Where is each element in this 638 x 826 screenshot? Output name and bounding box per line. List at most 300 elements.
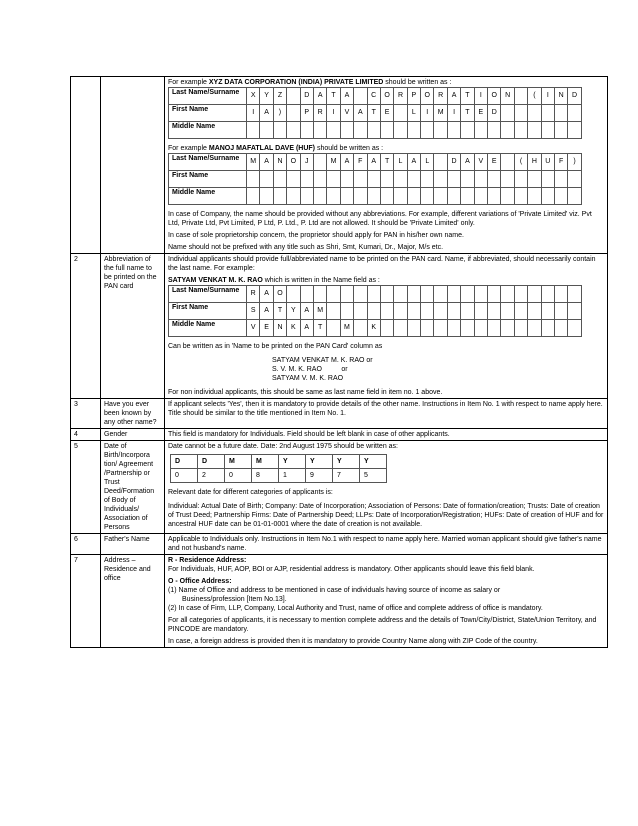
letter-box <box>394 303 407 320</box>
letter-box <box>407 303 420 320</box>
letter-box: V <box>340 105 353 122</box>
letter-box <box>554 188 567 205</box>
letter-box <box>514 88 527 105</box>
letter-box <box>327 122 340 139</box>
letter-box <box>273 171 286 188</box>
letter-box <box>313 122 326 139</box>
letter-box <box>407 320 420 337</box>
date-box: D <box>198 455 225 469</box>
letter-box: A <box>461 154 474 171</box>
item-1-continued-row <box>71 77 608 254</box>
middle-name-label: Middle Name <box>169 320 247 337</box>
item-number: 2 <box>71 254 101 399</box>
item-6-instructions: Applicable to Individuals only. Instructions in Item No.1 with respect to name apply here. Married woman applicant should give father's name and not husband's name. <box>165 534 608 555</box>
letter-box <box>367 286 380 303</box>
letter-box <box>394 105 407 122</box>
letter-box: F <box>554 154 567 171</box>
letter-box <box>380 286 393 303</box>
date-box: 7 <box>333 469 360 483</box>
letter-box <box>354 171 367 188</box>
name-variant: SATYAM V. M. K. RAO <box>272 375 344 382</box>
letter-box <box>434 188 447 205</box>
letter-box <box>568 171 581 188</box>
letter-box <box>367 171 380 188</box>
letter-box <box>447 320 460 337</box>
letter-box <box>461 122 474 139</box>
letter-box <box>501 303 514 320</box>
first-name-label: First Name <box>169 105 247 122</box>
letter-box: T <box>461 88 474 105</box>
letter-box <box>407 188 420 205</box>
letter-box <box>354 122 367 139</box>
complete-address-note: For all categories of applicants, it is necessary to mention complete address and the details of Town/City/District, State/Union Territory, and PINCODE are mandatory. <box>168 617 597 633</box>
letter-box: I <box>421 105 434 122</box>
letter-box <box>514 286 527 303</box>
date-box: 9 <box>306 469 333 483</box>
letter-box <box>313 171 326 188</box>
date-header-row <box>171 455 387 469</box>
last-name-row <box>169 286 582 303</box>
letter-box <box>474 320 487 337</box>
letter-box <box>501 320 514 337</box>
letter-box: T <box>273 303 286 320</box>
middle-name-row <box>169 320 582 337</box>
letter-box <box>380 171 393 188</box>
office-address-note-2: (2) In case of Firm, LLP, Company, Local Authority and Trust, name of office and complete address of office is mandatory. <box>168 605 543 612</box>
letter-box: A <box>340 154 353 171</box>
letter-box: M <box>327 154 340 171</box>
letter-box <box>528 105 541 122</box>
date-box: M <box>225 455 252 469</box>
letter-box <box>568 122 581 139</box>
letter-box <box>461 320 474 337</box>
letter-box <box>501 188 514 205</box>
letter-box: M <box>340 320 353 337</box>
letter-box <box>287 122 300 139</box>
letter-box: A <box>260 303 273 320</box>
letter-box: N <box>554 88 567 105</box>
letter-box <box>541 122 554 139</box>
middle-name-row <box>169 188 582 205</box>
letter-box <box>421 286 434 303</box>
pan-card-name-note: Can be written as in 'Name to be printed on the PAN Card' column as <box>168 343 383 350</box>
item-7-row <box>71 555 608 648</box>
letter-box: E <box>260 320 273 337</box>
foreign-address-note: In case, a foreign address is provided then it is mandatory to provide Country Name along with ZIP Code of the country. <box>168 638 538 645</box>
letter-box <box>340 286 353 303</box>
letter-box <box>528 320 541 337</box>
date-box: Y <box>333 455 360 469</box>
letter-box: U <box>541 154 554 171</box>
letter-box <box>488 303 501 320</box>
name-variant: S. V. M. K. RAO or <box>272 366 348 373</box>
date-example-grid <box>170 454 387 483</box>
letter-box: D <box>447 154 460 171</box>
last-name-label: Last Name/Surname <box>169 154 247 171</box>
last-name-row <box>169 154 582 171</box>
example-1-name-grid <box>168 87 582 139</box>
letter-box <box>568 320 581 337</box>
date-box: Y <box>306 455 333 469</box>
abbreviation-note: Individual applicants should provide full/abbreviated name to be printed on the PAN card. Name, if abbreviated, should necessarily contain the last name. For example: <box>168 256 596 272</box>
letter-box <box>501 171 514 188</box>
letter-box: A <box>300 320 313 337</box>
letter-box <box>327 188 340 205</box>
letter-box <box>554 320 567 337</box>
letter-box <box>528 171 541 188</box>
letter-box: A <box>354 105 367 122</box>
letter-box: A <box>300 303 313 320</box>
first-name-label: First Name <box>169 171 247 188</box>
letter-box: A <box>407 154 420 171</box>
letter-box <box>554 303 567 320</box>
letter-box: D <box>488 105 501 122</box>
middle-name-row <box>169 122 582 139</box>
item-5-instructions <box>165 441 608 534</box>
letter-box <box>541 303 554 320</box>
name-variant: SATYAM VENKAT M. K. RAO or <box>272 357 373 364</box>
letter-box: N <box>273 154 286 171</box>
letter-box <box>474 303 487 320</box>
item-label: Father's Name <box>101 534 165 555</box>
letter-box <box>554 286 567 303</box>
letter-box <box>474 122 487 139</box>
letter-box <box>434 171 447 188</box>
letter-box <box>488 122 501 139</box>
first-name-row <box>169 105 582 122</box>
letter-box <box>474 286 487 303</box>
letter-box <box>434 286 447 303</box>
letter-box <box>514 105 527 122</box>
letter-box: I <box>447 105 460 122</box>
letter-box <box>300 286 313 303</box>
letter-box <box>514 188 527 205</box>
letter-box <box>287 171 300 188</box>
letter-box: ) <box>273 105 286 122</box>
letter-box <box>340 171 353 188</box>
letter-box: I <box>327 105 340 122</box>
office-address-note-1: (1) Name of Office and address to be mentioned in case of individuals having source of income as salary or <box>168 587 501 594</box>
letter-box: I <box>474 88 487 105</box>
letter-box: A <box>367 154 380 171</box>
letter-box: Y <box>260 88 273 105</box>
letter-box <box>300 122 313 139</box>
letter-box: O <box>488 88 501 105</box>
letter-box: I <box>541 88 554 105</box>
letter-box: H <box>528 154 541 171</box>
office-address-heading: O - Office Address: <box>168 578 232 585</box>
company-name-note: In case of Company, the name should be provided without any abbreviations. For example, different variations of 'Private Limited' viz. Pvt Ltd, Private Ltd, Pvt Limited, P Ltd, P. Ltd., P. Ltd are not allowed. It should be 'Private Limited' only. <box>168 211 592 227</box>
item-4-row <box>71 429 608 441</box>
example-1-text: For example XYZ DATA CORPORATION (INDIA) PRIVATE LIMITED should be written as : <box>168 79 452 86</box>
item-number: 6 <box>71 534 101 555</box>
first-name-row <box>169 303 582 320</box>
letter-box <box>380 320 393 337</box>
letter-box <box>300 171 313 188</box>
letter-box <box>541 188 554 205</box>
letter-box <box>407 171 420 188</box>
letter-box <box>514 171 527 188</box>
letter-box: A <box>447 88 460 105</box>
letter-box <box>434 303 447 320</box>
letter-box <box>421 320 434 337</box>
letter-box <box>421 122 434 139</box>
item-label: Address – Residence and office <box>101 555 165 648</box>
letter-box <box>434 122 447 139</box>
letter-box: J <box>300 154 313 171</box>
date-box: 8 <box>252 469 279 483</box>
date-box: 2 <box>198 469 225 483</box>
last-name-row <box>169 88 582 105</box>
letter-box <box>367 188 380 205</box>
item-label: Abbreviation of the full name to be printed on the PAN card <box>101 254 165 399</box>
letter-box <box>488 320 501 337</box>
letter-box <box>488 286 501 303</box>
residence-address-heading: R - Residence Address: <box>168 557 247 564</box>
letter-box <box>394 122 407 139</box>
letter-box: L <box>394 154 407 171</box>
letter-box <box>407 122 420 139</box>
letter-box <box>287 188 300 205</box>
letter-box <box>528 188 541 205</box>
letter-box: R <box>434 88 447 105</box>
letter-box <box>447 303 460 320</box>
date-box: 1 <box>279 469 306 483</box>
letter-box <box>260 122 273 139</box>
letter-box <box>474 188 487 205</box>
letter-box <box>501 105 514 122</box>
letter-box: O <box>380 88 393 105</box>
letter-box <box>488 188 501 205</box>
date-box: 0 <box>225 469 252 483</box>
letter-box: A <box>260 286 273 303</box>
office-address-note-1b: Business/profession [Item No.13]. <box>182 596 287 603</box>
letter-box: R <box>247 286 260 303</box>
letter-box <box>461 188 474 205</box>
example-2-name-grid <box>168 153 582 205</box>
letter-box: T <box>313 320 326 337</box>
future-date-note: Date cannot be a future date. Date: 2nd August 1975 should be written as: <box>168 443 398 450</box>
letter-box <box>327 320 340 337</box>
letter-box <box>327 286 340 303</box>
letter-box <box>340 122 353 139</box>
last-name-label: Last Name/Surname <box>169 286 247 303</box>
letter-box: R <box>313 105 326 122</box>
letter-box <box>340 303 353 320</box>
letter-box <box>247 188 260 205</box>
letter-box <box>461 303 474 320</box>
letter-box: L <box>407 105 420 122</box>
letter-box: N <box>501 88 514 105</box>
item-number: 5 <box>71 441 101 534</box>
middle-name-label: Middle Name <box>169 188 247 205</box>
letter-box <box>568 188 581 205</box>
letter-box <box>287 88 300 105</box>
date-value-row <box>171 469 387 483</box>
date-box: Y <box>279 455 306 469</box>
letter-box: M <box>247 154 260 171</box>
letter-box <box>461 171 474 188</box>
letter-box <box>528 286 541 303</box>
first-name-label: First Name <box>169 303 247 320</box>
item-label-cell <box>101 77 165 254</box>
item-number: 3 <box>71 399 101 429</box>
item-label: Gender <box>101 429 165 441</box>
date-box: M <box>252 455 279 469</box>
letter-box <box>447 122 460 139</box>
letter-box: V <box>474 154 487 171</box>
letter-box: O <box>273 286 286 303</box>
letter-box <box>380 188 393 205</box>
letter-box <box>528 303 541 320</box>
first-name-row <box>169 171 582 188</box>
letter-box <box>514 303 527 320</box>
letter-box: N <box>273 320 286 337</box>
date-categories-note: Individual: Actual Date of Birth; Company: Date of Incorporation; Association of Persons: Date of formation/creation; Trusts: Date of creation of Trust Deed; Partnership Firms: Date of Partnership Deed; LLPs: Date of Incorporation/Registration; HUFs: Date of creation of HUF and for ancestral HUF date can be 01-01-0001 where the date of creation is not available. <box>168 503 604 528</box>
letter-box <box>394 286 407 303</box>
example-name-grid <box>168 285 582 337</box>
letter-box: ( <box>514 154 527 171</box>
letter-box <box>447 171 460 188</box>
letter-box <box>247 171 260 188</box>
letter-box: T <box>367 105 380 122</box>
letter-box: T <box>327 88 340 105</box>
letter-box: S <box>247 303 260 320</box>
item-3-instructions: If applicant selects 'Yes', then it is mandatory to provide details of the other name. Instructions in Item No. 1 with respect to name apply here. Title should be similar to the title mentioned in Item No. 1. <box>165 399 608 429</box>
item-3-row <box>71 399 608 429</box>
letter-box <box>514 122 527 139</box>
letter-box: T <box>461 105 474 122</box>
example-2-text: For example MANOJ MAFATLAL DAVE (HUF) should be written as : <box>168 145 384 152</box>
item-label: Date of Birth/Incorpora tion/ Agreement /Partnership or Trust Deed/Formation of Body of Individuals/ Association of Persons <box>101 441 165 534</box>
letter-box: A <box>260 154 273 171</box>
letter-box <box>380 122 393 139</box>
letter-box <box>354 320 367 337</box>
letter-box <box>434 320 447 337</box>
item-number-cell <box>71 77 101 254</box>
letter-box: V <box>247 320 260 337</box>
letter-box: K <box>367 320 380 337</box>
letter-box <box>367 303 380 320</box>
letter-box: P <box>300 105 313 122</box>
letter-box <box>367 122 380 139</box>
letter-box: L <box>421 154 434 171</box>
item-label: Have you ever been known by any other name? <box>101 399 165 429</box>
date-box: Y <box>360 455 387 469</box>
letter-box <box>541 105 554 122</box>
letter-box <box>300 188 313 205</box>
letter-box: M <box>313 303 326 320</box>
item-5-row <box>71 441 608 534</box>
letter-box <box>541 320 554 337</box>
letter-box: O <box>421 88 434 105</box>
letter-box <box>461 286 474 303</box>
letter-box <box>394 188 407 205</box>
letter-box: E <box>380 105 393 122</box>
relevant-date-note: Relevant date for different categories of applicants is: <box>168 489 333 496</box>
letter-box <box>554 171 567 188</box>
letter-box: X <box>247 88 260 105</box>
item-4-instructions: This field is mandatory for Individuals. Field should be left blank in case of other applicants. <box>165 429 608 441</box>
instructions-table <box>70 76 608 648</box>
letter-box <box>260 188 273 205</box>
item-7-instructions <box>165 555 608 648</box>
letter-box <box>313 286 326 303</box>
letter-box <box>434 154 447 171</box>
letter-box: ) <box>568 154 581 171</box>
letter-box <box>354 188 367 205</box>
item-number: 4 <box>71 429 101 441</box>
proprietorship-note: In case of sole proprietorship concern, the proprietor should apply for PAN in his/her own name. <box>168 232 464 239</box>
letter-box <box>501 286 514 303</box>
item-2-row <box>71 254 608 399</box>
name-variants <box>272 356 604 383</box>
letter-box: M <box>434 105 447 122</box>
letter-box <box>421 188 434 205</box>
letter-box: D <box>300 88 313 105</box>
item-1-instructions <box>165 77 608 254</box>
date-box: D <box>171 455 198 469</box>
letter-box: ( <box>528 88 541 105</box>
letter-box <box>488 171 501 188</box>
letter-box <box>554 105 567 122</box>
letter-box: Y <box>287 303 300 320</box>
letter-box: Z <box>273 88 286 105</box>
letter-box <box>354 303 367 320</box>
letter-box <box>514 320 527 337</box>
letter-box <box>568 105 581 122</box>
letter-box: A <box>313 88 326 105</box>
middle-name-label: Middle Name <box>169 122 247 139</box>
date-box: 0 <box>171 469 198 483</box>
letter-box <box>354 286 367 303</box>
letter-box <box>313 188 326 205</box>
letter-box <box>327 303 340 320</box>
item-2-instructions <box>165 254 608 399</box>
letter-box <box>421 171 434 188</box>
letter-box <box>394 320 407 337</box>
letter-box: P <box>407 88 420 105</box>
letter-box <box>354 88 367 105</box>
letter-box <box>554 122 567 139</box>
letter-box <box>380 303 393 320</box>
letter-box <box>287 105 300 122</box>
letter-box <box>447 286 460 303</box>
letter-box <box>247 122 260 139</box>
letter-box: C <box>367 88 380 105</box>
letter-box: E <box>488 154 501 171</box>
non-individual-note: For non individual applicants, this should be same as last name field in item no. 1 above. <box>168 389 443 396</box>
letter-box <box>394 171 407 188</box>
letter-box <box>568 286 581 303</box>
letter-box: F <box>354 154 367 171</box>
letter-box <box>327 171 340 188</box>
letter-box <box>273 188 286 205</box>
letter-box <box>313 154 326 171</box>
letter-box <box>287 286 300 303</box>
last-name-label: Last Name/Surname <box>169 88 247 105</box>
letter-box <box>407 286 420 303</box>
date-box: 5 <box>360 469 387 483</box>
letter-box <box>568 303 581 320</box>
letter-box: D <box>568 88 581 105</box>
letter-box <box>501 154 514 171</box>
letter-box: R <box>394 88 407 105</box>
letter-box <box>340 188 353 205</box>
letter-box: O <box>287 154 300 171</box>
letter-box <box>421 303 434 320</box>
letter-box: I <box>247 105 260 122</box>
